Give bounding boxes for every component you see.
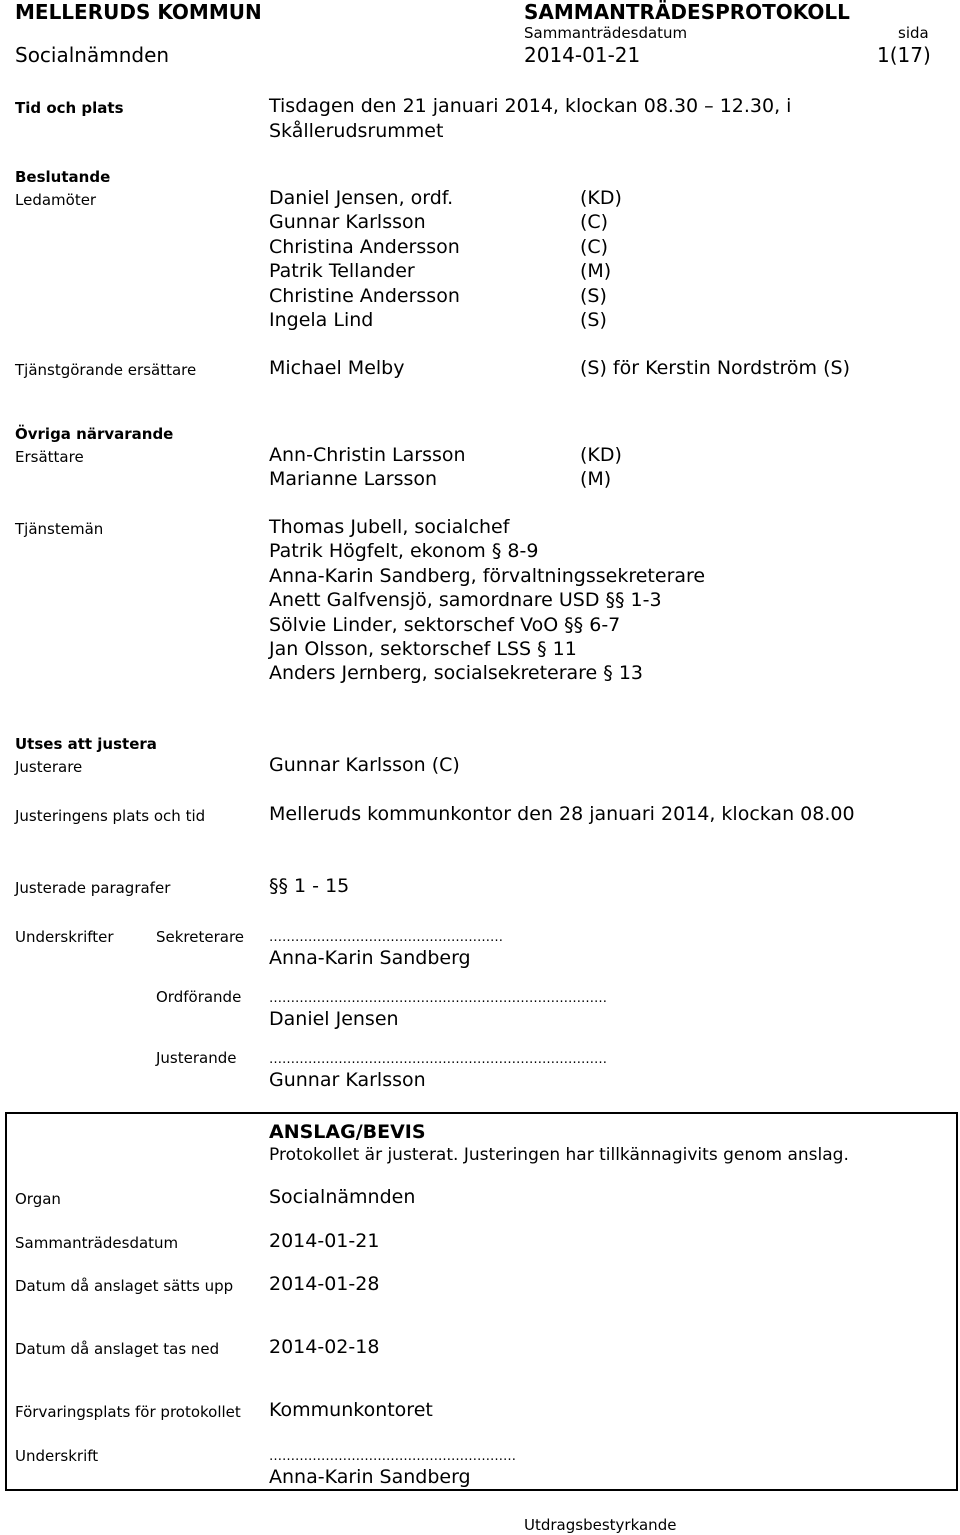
adjusted-paragraphs: §§ 1 - 15	[269, 875, 350, 897]
chair-role: Ordförande	[156, 988, 242, 1006]
document-type: SAMMANTRÄDESPROTOKOLL	[524, 0, 850, 24]
members-label: Ledamöter	[15, 191, 97, 209]
member-name: Christine Andersson	[269, 284, 460, 307]
storage-value: Kommunkontoret	[269, 1399, 433, 1421]
member-name: Daniel Jensen, ordf.	[269, 187, 454, 209]
member-party: (S)	[580, 284, 607, 307]
official-entry: Sölvie Linder, sektorschef VoO §§ 6-7	[269, 613, 621, 636]
time-place-line-1: Tisdagen den 21 januari 2014, klockan 08.30 – 12.30, i	[269, 95, 792, 117]
deputy-party: (M)	[580, 468, 612, 491]
member-name: Ingela Lind	[269, 309, 374, 331]
adjuster-name: Gunnar Karlsson (C)	[269, 754, 460, 776]
adjust-heading: Utses att justera	[15, 735, 157, 753]
member-name: Christina Andersson	[269, 235, 460, 258]
notice-box	[5, 1112, 958, 1491]
member-party: (C)	[580, 211, 609, 234]
deputy-party: (KD)	[580, 444, 622, 466]
decision-makers-heading: Beslutande	[15, 168, 111, 186]
signature-label: Underskrift	[15, 1447, 99, 1465]
official-entry: Thomas Jubell, socialchef	[269, 516, 510, 538]
substitute-name: Michael Melby	[269, 357, 405, 379]
official-entry: Anders Jernberg, socialsekreterare § 13	[269, 662, 643, 685]
adjuster-signature-name: Gunnar Karlsson	[269, 1069, 426, 1091]
removed-date: 2014-02-18	[269, 1336, 380, 1358]
member-name: Gunnar Karlsson	[269, 211, 426, 234]
secretary-name: Anna-Karin Sandberg	[269, 947, 471, 969]
adjusted-paragraphs-label: Justerade paragrafer	[15, 879, 171, 897]
adjuster-label: Justerare	[15, 758, 83, 776]
substitute-party: (S) för Kerstin Nordström (S)	[580, 357, 850, 379]
official-entry: Anna-Karin Sandberg, förvaltningssekreterare	[269, 564, 706, 587]
signatures-label: Underskrifter	[15, 928, 114, 946]
organ-label: Organ	[15, 1190, 61, 1208]
chair-name: Daniel Jensen	[269, 1008, 399, 1030]
signature-line: …………………………………………………	[269, 1449, 516, 1464]
meeting-date: 2014-01-21	[524, 43, 641, 67]
notice-date-label: Sammanträdesdatum	[15, 1234, 179, 1252]
adjustment-place-time-label: Justeringens plats och tid	[15, 807, 206, 825]
page-label: sida	[898, 24, 929, 42]
notice-title: ANSLAG/BEVIS	[269, 1121, 426, 1143]
footer-certification: Utdragsbestyrkande	[524, 1516, 677, 1534]
committee-name: Socialnämnden	[15, 43, 170, 67]
adjustment-place-time: Melleruds kommunkontor den 28 januari 2014, klockan 08.00	[269, 803, 855, 825]
time-place-label: Tid och plats	[15, 99, 124, 117]
signature-line: ……………………………………………………………………	[269, 1052, 607, 1067]
official-entry: Jan Olsson, sektorschef LSS § 11	[269, 638, 577, 660]
official-entry: Anett Galfvensjö, samordnare USD §§ 1-3	[269, 589, 662, 612]
member-party: (M)	[580, 260, 612, 283]
member-name: Patrik Tellander	[269, 260, 415, 283]
official-entry: Patrik Högfelt, ekonom § 8-9	[269, 540, 539, 563]
deputies-label: Ersättare	[15, 448, 84, 466]
removed-date-label: Datum då anslaget tas ned	[15, 1340, 220, 1358]
storage-label: Förvaringsplats för protokollet	[15, 1403, 241, 1421]
officials-label: Tjänstemän	[15, 520, 104, 538]
posted-date-label: Datum då anslaget sätts upp	[15, 1277, 234, 1295]
time-place-line-2: Skållerudsrummet	[269, 119, 444, 142]
municipality-name: MELLERUDS KOMMUN	[15, 0, 262, 24]
adjuster-role: Justerande	[156, 1049, 237, 1067]
member-party: (KD)	[580, 187, 622, 209]
organ-value: Socialnämnden	[269, 1186, 416, 1208]
substitutes-label: Tjänstgörande ersättare	[15, 361, 197, 379]
secretary-role: Sekreterare	[156, 928, 245, 946]
member-party: (C)	[580, 235, 609, 258]
meeting-date-label: Sammanträdesdatum	[524, 24, 688, 42]
signature-name: Anna-Karin Sandberg	[269, 1466, 471, 1488]
others-heading: Övriga närvarande	[15, 425, 174, 443]
notice-text: Protokollet är justerat. Justeringen har tillkännagivits genom anslag.	[269, 1145, 849, 1165]
signature-line: ………………………………………………	[269, 930, 503, 945]
page-number: 1(17)	[877, 43, 931, 67]
deputy-name: Ann-Christin Larsson	[269, 444, 466, 466]
notice-date: 2014-01-21	[269, 1230, 380, 1252]
member-party: (S)	[580, 309, 607, 331]
posted-date: 2014-01-28	[269, 1273, 380, 1295]
signature-line: ……………………………………………………………………	[269, 991, 607, 1006]
deputy-name: Marianne Larsson	[269, 468, 438, 491]
